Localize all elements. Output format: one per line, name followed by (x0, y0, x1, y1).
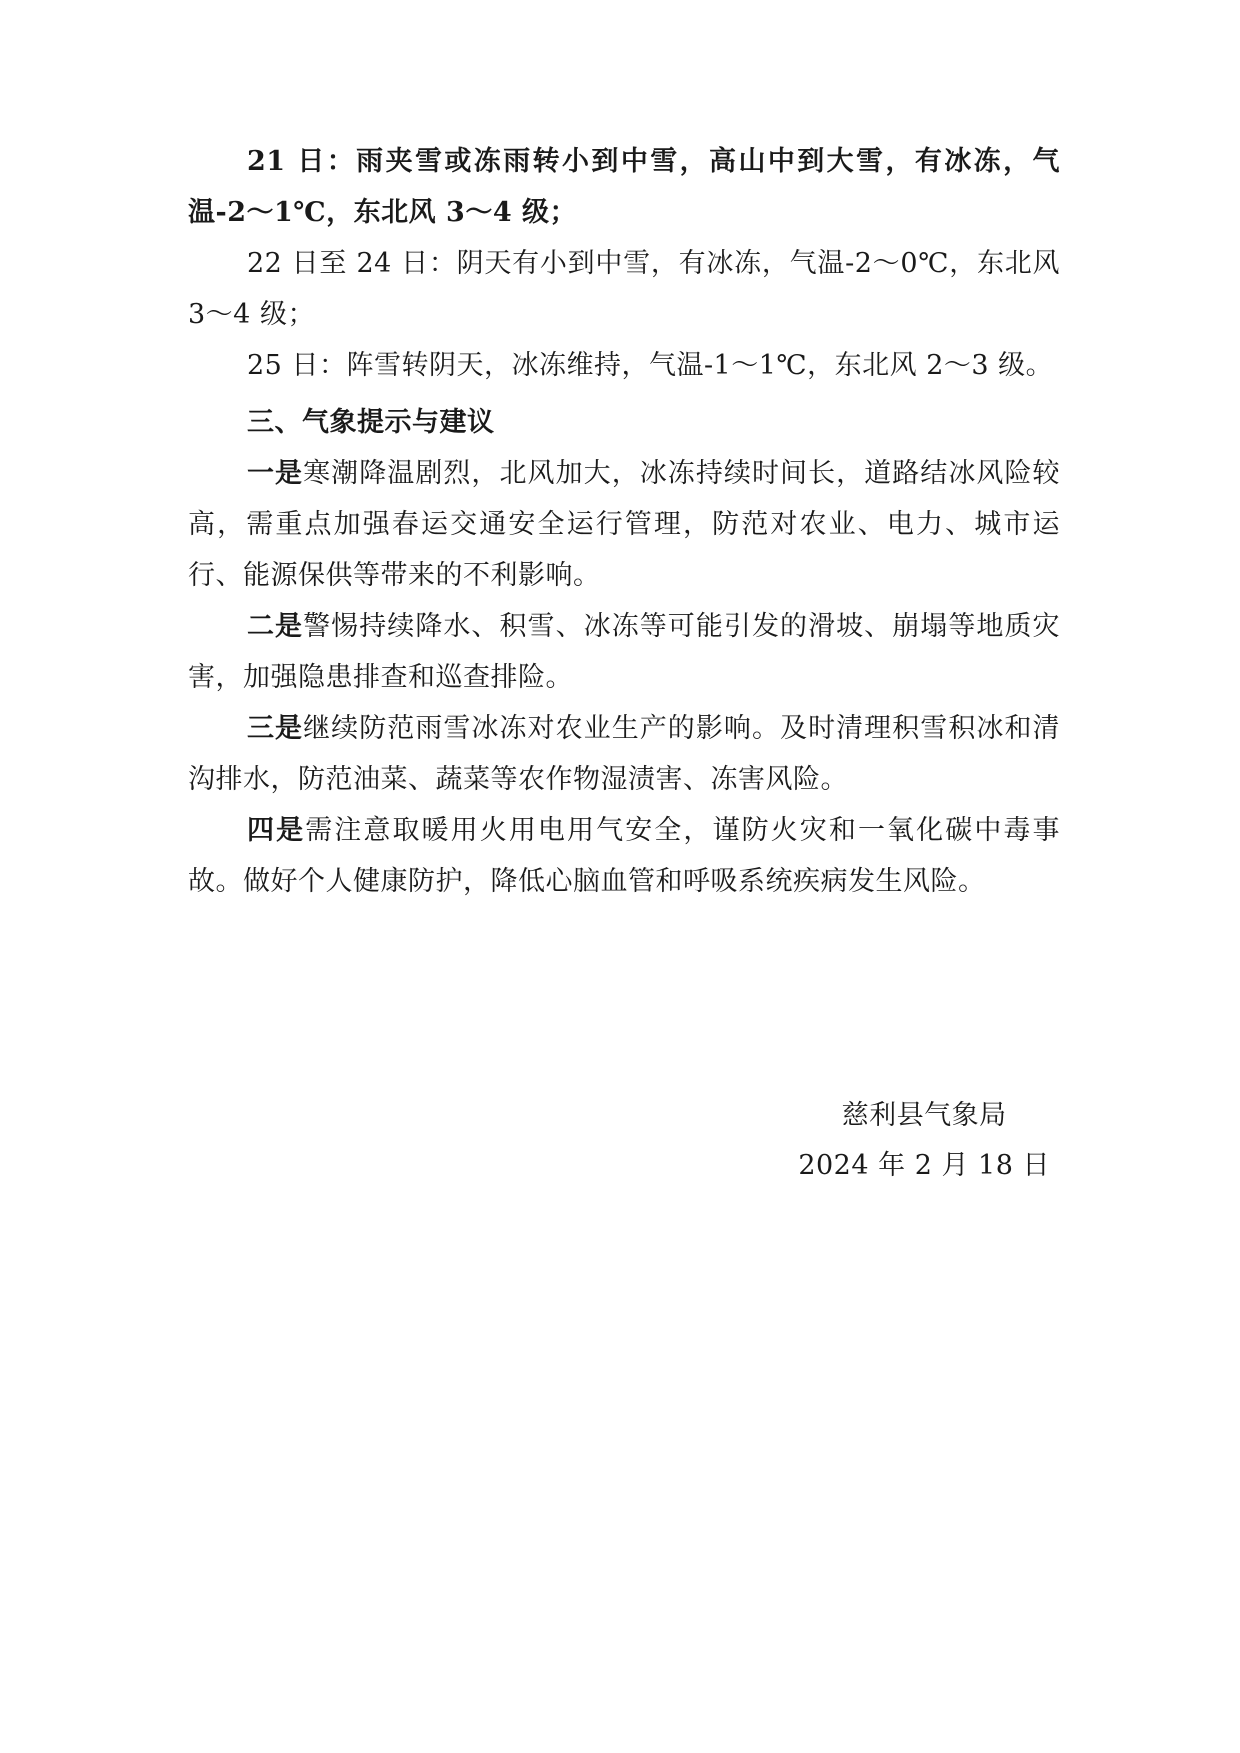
advice-item-lead: 四是 (247, 815, 306, 846)
document-body (188, 136, 1061, 1181)
section-heading: 三、气象提示与建议 (247, 407, 495, 438)
forecast-day21: 21 日：雨夹雪或冻雨转小到中雪，高山中到大雪，有冰冻，气温-2～1℃，东北风 3～4 级； (188, 146, 1060, 228)
advice-item-1 (188, 448, 1060, 601)
advice-item-4 (188, 805, 1060, 907)
advice-item-lead: 一是 (247, 458, 304, 489)
forecast-day25: 25 日：阵雪转阴天，冰冻维持，气温-1～1℃，东北风 2～3 级。 (247, 350, 1054, 381)
signature-block (798, 1091, 1060, 1191)
advice-item-lead: 二是 (247, 611, 304, 642)
advice-item-text: 继续防范雨雪冰冻对农业生产的影响。及时清理积雪积冰和清沟排水，防范油菜、蔬菜等农作物湿渍害、冻害风险。 (188, 713, 1061, 795)
advice-item-lead: 三是 (247, 713, 304, 744)
advice-item-2 (188, 601, 1060, 703)
signature-date: 2024 年 2 月 18 日 (798, 1150, 1050, 1181)
advice-item-3 (188, 703, 1060, 805)
forecast-day22-24: 22 日至 24 日：阴天有小到中雪，有冰冻，气温-2～0℃，东北风 3～4 级； (188, 248, 1060, 330)
signature-org: 慈利县气象局 (841, 1100, 1007, 1131)
advice-item-text: 警惕持续降水、积雪、冰冻等可能引发的滑坡、崩塌等地质灾害，加强隐患排查和巡查排险。 (188, 611, 1061, 693)
advice-item-text: 需注意取暖用火用电用气安全，谨防火灾和一氧化碳中毒事故。做好个人健康防护，降低心脑血管和呼吸系统疾病发生风险。 (188, 815, 1061, 897)
advice-item-text: 寒潮降温剧烈，北风加大，冰冻持续时间长，道路结冰风险较高，需重点加强春运交通安全运行管理，防范对农业、电力、城市运行、能源保供等带来的不利影响。 (188, 458, 1061, 591)
